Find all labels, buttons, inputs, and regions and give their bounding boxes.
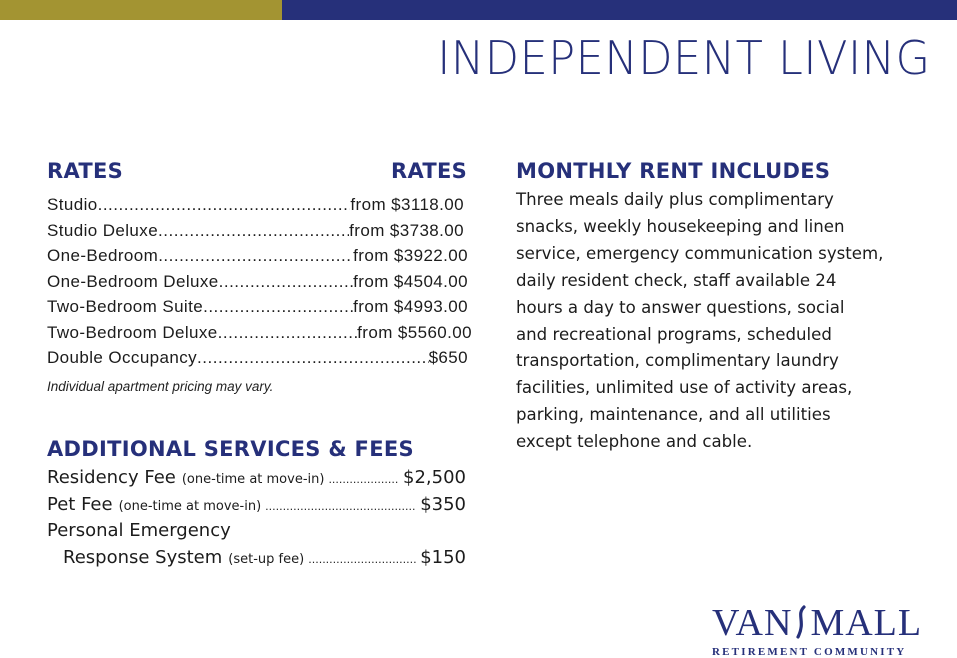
fee-name: Pet Fee bbox=[47, 494, 113, 515]
logo-tagline: RETIREMENT COMMUNITY bbox=[712, 646, 907, 658]
dot-leader bbox=[203, 297, 353, 317]
includes-line: facilities, unlimited use of activity areas, bbox=[516, 378, 853, 398]
includes-line: parking, maintenance, and all utilities bbox=[516, 405, 831, 425]
includes-line: except telephone and cable. bbox=[516, 432, 753, 452]
rate-price: from $5560.00 bbox=[357, 323, 472, 342]
rate-row-one-bedroom bbox=[47, 246, 468, 266]
rate-row-studio bbox=[47, 195, 464, 215]
rate-price: from $3922.00 bbox=[353, 246, 468, 265]
fees-heading: ADDITIONAL SERVICES & FEES bbox=[47, 437, 414, 461]
dot-leader bbox=[98, 195, 351, 215]
includes-line: and recreational programs, scheduled bbox=[516, 324, 832, 344]
rate-row-one-bedroom-deluxe bbox=[47, 272, 468, 292]
includes-heading: MONTHLY RENT INCLUDES bbox=[516, 159, 831, 183]
rate-price: from $3738.00 bbox=[349, 221, 464, 240]
rate-row-double-occupancy bbox=[47, 348, 468, 368]
rate-name: One-Bedroom bbox=[47, 246, 159, 265]
rate-name: Two-Bedroom Suite bbox=[47, 297, 204, 316]
rate-name: Studio bbox=[47, 195, 98, 214]
rate-price: from $4993.00 bbox=[353, 297, 468, 316]
includes-line: transportation, complimentary laundry bbox=[516, 351, 839, 371]
rate-name: Studio Deluxe bbox=[47, 221, 159, 240]
page-title: INDEPENDENT LIVING bbox=[437, 31, 931, 85]
dot-leader bbox=[219, 272, 354, 292]
rate-name: Two-Bedroom Deluxe bbox=[47, 323, 218, 342]
logo-word-right: MALL bbox=[810, 602, 923, 644]
rate-price: from $3118.00 bbox=[350, 195, 464, 214]
dot-leader bbox=[158, 246, 353, 266]
fee-row-personal-emergency-title bbox=[47, 520, 466, 541]
pricing-note: Individual apartment pricing may vary. bbox=[47, 379, 274, 394]
rate-name: One-Bedroom Deluxe bbox=[47, 272, 219, 291]
fee-price: $2,500 bbox=[403, 467, 466, 488]
rate-row-two-bedroom-deluxe bbox=[47, 323, 472, 343]
fee-price: $150 bbox=[420, 547, 466, 568]
fee-detail: (set-up fee) bbox=[228, 552, 305, 567]
fee-detail: (one-time at move-in) bbox=[118, 499, 262, 514]
dot-leader bbox=[197, 348, 429, 368]
includes-line: Three meals daily plus complimentary bbox=[516, 190, 834, 209]
fee-name: Residency Fee bbox=[47, 467, 176, 488]
includes-body bbox=[516, 187, 936, 456]
includes-line: snacks, weekly housekeeping and linen bbox=[516, 216, 845, 236]
includes-line: service, emergency communication system, bbox=[516, 243, 884, 263]
rate-name: Double Occupancy bbox=[47, 348, 198, 367]
fee-detail: (one-time at move-in) bbox=[181, 472, 325, 487]
includes-line: hours a day to answer questions, social bbox=[516, 297, 845, 317]
gold-header-band bbox=[0, 0, 282, 20]
rate-row-two-bedroom-suite bbox=[47, 297, 468, 317]
dot-leader bbox=[218, 323, 357, 343]
dot-leader bbox=[328, 473, 399, 486]
flame-mark-icon bbox=[792, 605, 810, 639]
rate-price: $650 bbox=[428, 348, 468, 367]
fee-row-response-system bbox=[63, 547, 466, 568]
fee-name: Personal Emergency bbox=[47, 520, 231, 541]
dot-leader bbox=[265, 500, 416, 513]
rates-heading-right: RATES bbox=[391, 159, 468, 183]
includes-line: daily resident check, staff available 24 bbox=[516, 270, 837, 290]
dot-leader bbox=[158, 221, 349, 241]
logo-word-left: VAN bbox=[712, 602, 793, 644]
fee-row-pet bbox=[47, 494, 466, 515]
rates-heading: RATES bbox=[47, 159, 124, 183]
rate-row-studio-deluxe bbox=[47, 221, 464, 241]
van-mall-logo bbox=[712, 604, 922, 658]
logo-wordmark bbox=[712, 604, 922, 642]
fee-name: Response System bbox=[63, 547, 223, 568]
rate-price: from $4504.00 bbox=[353, 272, 468, 291]
dot-leader bbox=[308, 553, 416, 566]
fee-row-residency bbox=[47, 467, 466, 488]
navy-header-band bbox=[282, 0, 957, 20]
fee-price: $350 bbox=[420, 494, 466, 515]
